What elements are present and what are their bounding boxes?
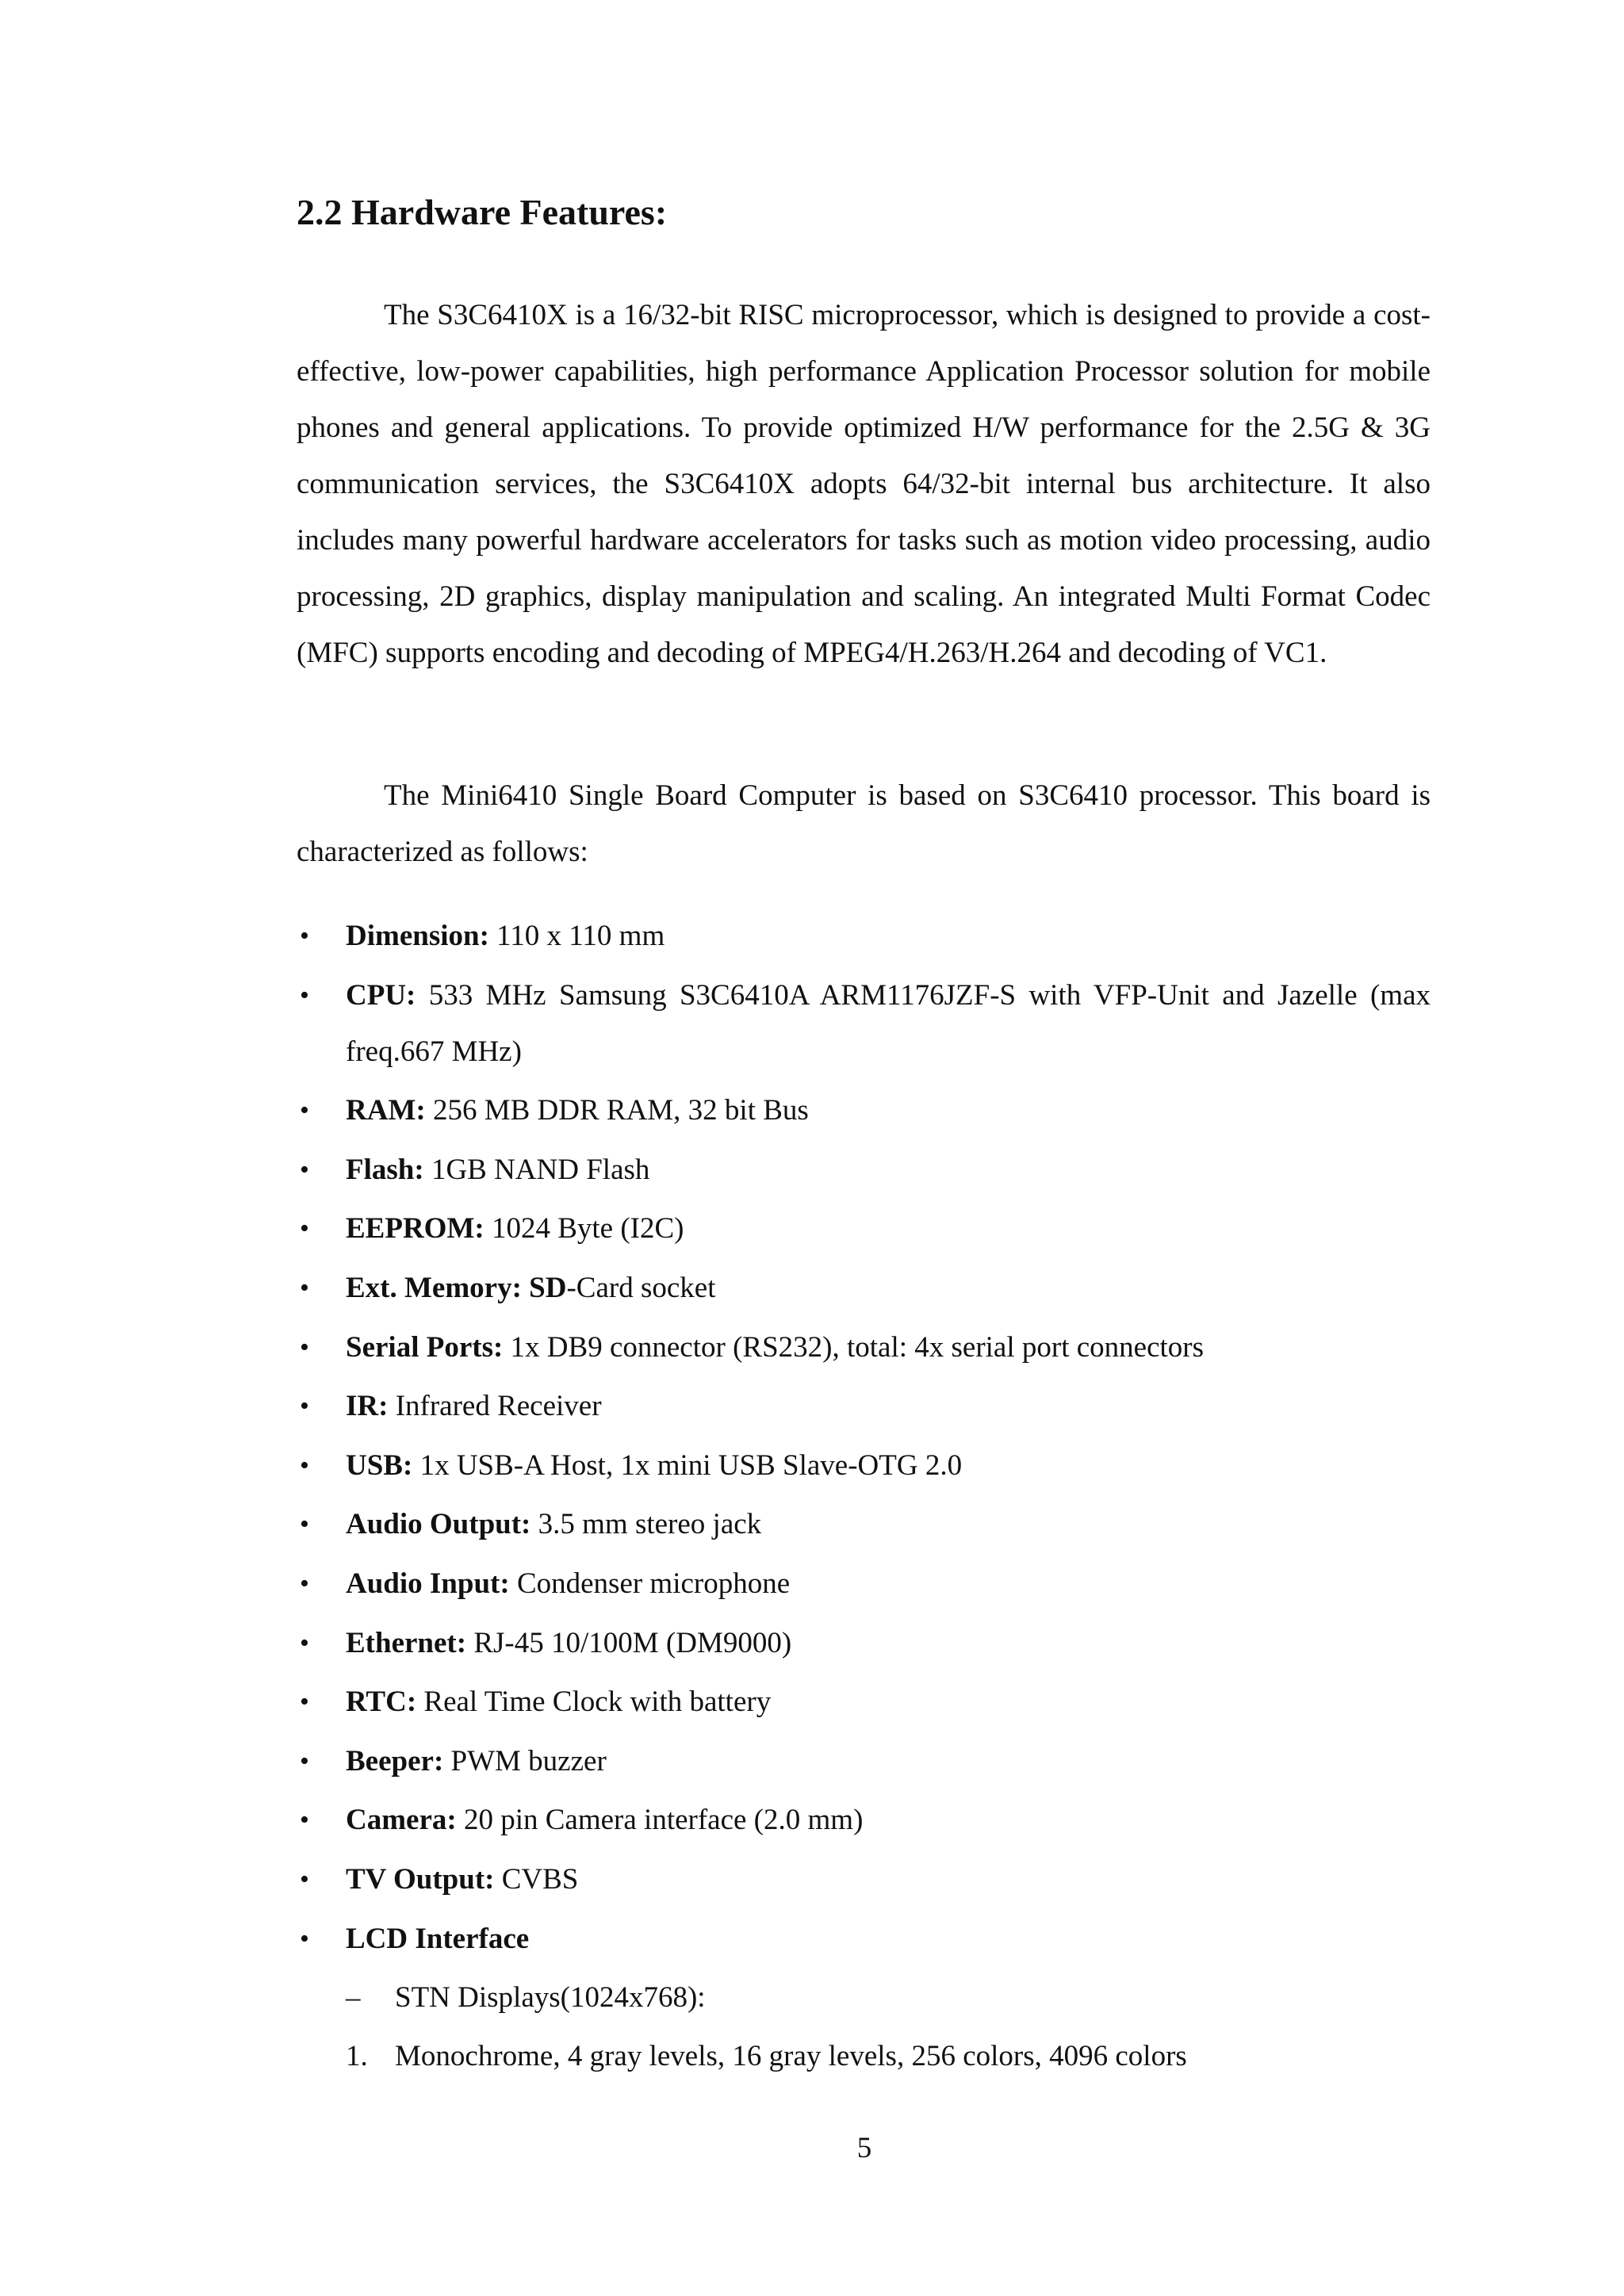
feature-label: TV Output:: [346, 1862, 495, 1896]
board-paragraph: The Mini6410 Single Board Computer is based on S3C6410 processor. This board is characterized as follows:: [297, 779, 1431, 868]
feature-item-rtc: [297, 1674, 1431, 1730]
feature-label: Dimension:: [346, 920, 489, 952]
lcd-sub-text: Monochrome, 4 gray levels, 16 gray levels, 256 colors, 4096 colors: [395, 2040, 1187, 2072]
feature-label: EEPROM:: [346, 1212, 485, 1246]
feature-item-serial-ports: [297, 1319, 1431, 1376]
feature-label: Ext. Memory: SD: [346, 1271, 567, 1304]
bullet-icon: •: [300, 1096, 309, 1126]
bullet-icon: •: [300, 1864, 309, 1894]
feature-label: Audio Input:: [346, 1567, 510, 1600]
number-marker: 1.: [346, 2040, 368, 2072]
feature-value: 20 pin Camera interface (2.0 mm): [456, 1804, 864, 1837]
feature-value: 1x DB9 connector (RS232), total: 4x serial port connectors: [503, 1330, 1204, 1364]
feature-label: Flash:: [346, 1153, 424, 1186]
feature-value: 1x USB-A Host, 1x mini USB Slave-OTG 2.0: [412, 1448, 963, 1482]
feature-label: USB:: [346, 1448, 413, 1482]
feature-label: Ethernet:: [346, 1626, 467, 1659]
feature-label: Camera:: [346, 1804, 457, 1837]
feature-value: 256 MB DDR RAM, 32 bit Bus: [425, 1094, 809, 1127]
feature-item-beeper: [297, 1733, 1431, 1789]
feature-item-cpu: [297, 967, 1431, 1080]
feature-label: LCD Interface: [346, 1922, 530, 1955]
feature-item-usb: [297, 1437, 1431, 1494]
bullet-icon: •: [300, 1628, 309, 1658]
feature-item-flash: [297, 1142, 1431, 1198]
page-number: 5: [856, 2132, 872, 2164]
feature-item-eeprom: [297, 1200, 1431, 1257]
section-heading: 2.2 Hardware Features:: [297, 192, 668, 232]
feature-label: RAM:: [346, 1094, 426, 1127]
feature-value: CVBS: [494, 1862, 579, 1896]
feature-value: Condenser microphone: [509, 1567, 791, 1600]
bullet-icon: •: [300, 1746, 309, 1776]
feature-item-ethernet: [297, 1615, 1431, 1671]
feature-list: [297, 908, 1431, 1969]
bullet-icon: •: [300, 1805, 309, 1835]
feature-value: 1GB NAND Flash: [423, 1153, 650, 1186]
bullet-icon: •: [300, 1923, 309, 1954]
feature-value: -Card socket: [566, 1271, 716, 1304]
feature-value: PWM buzzer: [443, 1744, 607, 1777]
feature-item-dimension: [297, 908, 1431, 964]
bullet-icon: •: [300, 1214, 309, 1244]
feature-value: 533 MHz Samsung S3C6410A ARM1176JZF-S with VFP-Unit and Jazelle (max freq.667 MHz): [346, 978, 1431, 1068]
bullet-icon: •: [300, 1391, 309, 1422]
intro-paragraph: The S3C6410X is a 16/32-bit RISC microprocessor, which is designed to provide a cost-effective, low-power capabilities, high performance Application Processor solution for mobile phones and general applications. To provide optimized H/W performance for the 2.5G & 3G communication services, the S3C6410X adopts 64/32-bit internal bus architecture. It also includes many powerful hardware accelerators for tasks such as motion video processing, audio processing, 2D graphics, display manipulation and scaling. An integrated Multi Format Codec (MFC) supports encoding and decoding of MPEG4/H.263/H.264 and decoding of VC1.: [297, 299, 1431, 669]
feature-item-audio-input: [297, 1556, 1431, 1612]
feature-item-ir: [297, 1378, 1431, 1434]
feature-label: RTC:: [346, 1686, 417, 1719]
feature-item-lcd-interface: [297, 1911, 1431, 1967]
lcd-sub-text: STN Displays(1024x768):: [395, 1981, 706, 2014]
feature-value: Infrared Receiver: [388, 1390, 602, 1423]
feature-label: Serial Ports:: [346, 1330, 504, 1364]
feature-label: Audio Output:: [346, 1508, 531, 1541]
bullet-icon: •: [300, 1450, 309, 1480]
bullet-icon: •: [300, 1272, 309, 1303]
bullet-icon: •: [300, 1154, 309, 1184]
dash-marker: –: [346, 1981, 361, 2014]
feature-value: 1024 Byte (I2C): [484, 1212, 684, 1246]
feature-value: 3.5 mm stereo jack: [530, 1508, 762, 1541]
feature-item-audio-output: [297, 1496, 1431, 1552]
bullet-icon: •: [300, 921, 309, 951]
lcd-sub-item: [346, 1969, 1440, 2028]
feature-item-ext-memory: [297, 1260, 1431, 1316]
feature-label: CPU:: [346, 978, 416, 1012]
feature-value: RJ-45 10/100M (DM9000): [466, 1626, 792, 1659]
feature-value: 110 x 110 mm: [488, 920, 665, 952]
bullet-icon: •: [300, 1510, 309, 1540]
feature-value: Real Time Clock with battery: [416, 1686, 772, 1719]
bullet-icon: •: [300, 980, 309, 1010]
lcd-sub-item: [346, 2028, 1440, 2087]
feature-label: IR:: [346, 1390, 389, 1423]
lcd-sub-list: [346, 1969, 1440, 2087]
feature-item-camera: [297, 1792, 1431, 1848]
feature-item-ram: [297, 1082, 1431, 1138]
feature-item-tv-output: [297, 1851, 1431, 1908]
bullet-icon: •: [300, 1568, 309, 1598]
bullet-icon: •: [300, 1687, 309, 1717]
feature-label: Beeper:: [346, 1744, 444, 1777]
bullet-icon: •: [300, 1332, 309, 1362]
